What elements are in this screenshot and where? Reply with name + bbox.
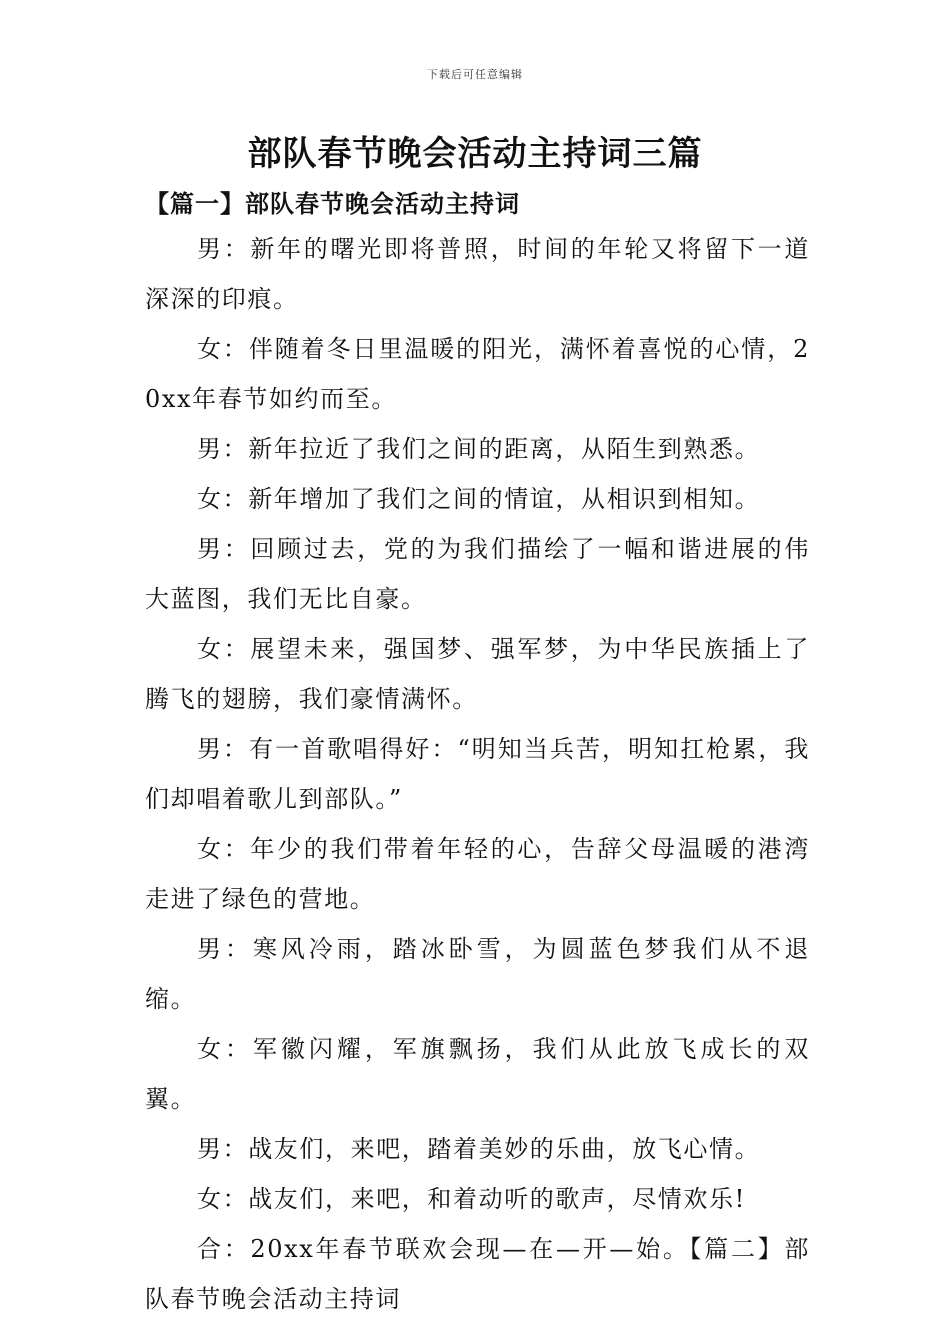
- section-heading: 【篇一】部队春节晚会活动主持词: [145, 189, 520, 218]
- paragraph: 女：伴随着冬日里温暖的阳光，满怀着喜悦的心情，20xx年春节如约而至。: [145, 335, 810, 413]
- paragraph: 女：军徽闪耀，军旗飘扬，我们从此放飞成长的双翼。: [145, 1035, 810, 1113]
- header-note: 下载后可任意编辑: [427, 68, 523, 81]
- paragraph: 男：战友们，来吧，踏着美妙的乐曲，放飞心情。: [197, 1135, 761, 1163]
- paragraph: 男：新年的曙光即将普照，时间的年轮又将留下一道深深的印痕。: [145, 235, 810, 313]
- paragraph: 男：回顾过去，党的为我们描绘了一幅和谐进展的伟大蓝图，我们无比自豪。: [145, 535, 810, 613]
- paragraph: 女：年少的我们带着年轻的心，告辞父母温暖的港湾走进了绿色的营地。: [145, 835, 810, 913]
- paragraph: 男：有一首歌唱得好：“明知当兵苦，明知扛枪累，我们却唱着歌儿到部队。”: [145, 735, 810, 813]
- body-text: [145, 224, 810, 1324]
- paragraph: 男：寒风冷雨，踏冰卧雪，为圆蓝色梦我们从不退缩。: [145, 935, 810, 1013]
- paragraph: 女：战友们，来吧，和着动听的歌声，尽情欢乐!: [197, 1185, 746, 1213]
- document-title: 部队春节晚会活动主持词三篇: [247, 134, 703, 174]
- paragraph: 女：展望未来，强国梦、强军梦，为中华民族插上了腾飞的翅膀，我们豪情满怀。: [145, 635, 810, 713]
- paragraph: 男：新年拉近了我们之间的距离，从陌生到熟悉。: [197, 435, 761, 463]
- paragraph: 合：20xx年春节联欢会现—在—开—始。【篇二】部队春节晚会活动主持词: [145, 1235, 810, 1313]
- paragraph: 女：新年增加了我们之间的情谊，从相识到相知。: [197, 485, 761, 513]
